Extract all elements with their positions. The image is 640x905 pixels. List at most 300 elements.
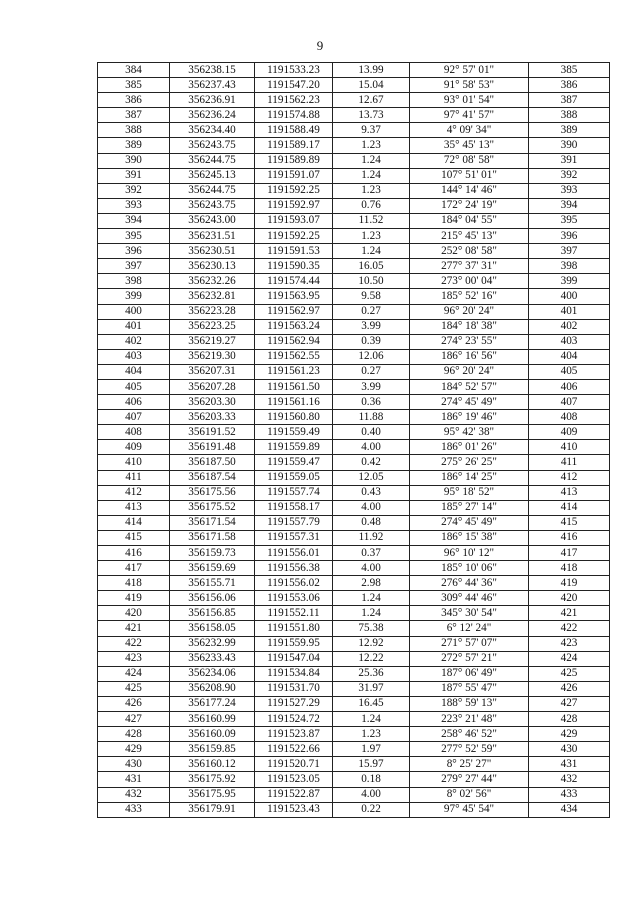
bearing-cell: 272° 57' 21" — [410, 651, 529, 666]
table-row — [98, 229, 610, 244]
bearing-cell: 184° 04' 55" — [410, 213, 529, 228]
bearing-cell: 186° 14' 25" — [410, 470, 529, 485]
x-coordinate-cell: 356232.99 — [170, 636, 255, 651]
next-point-cell: 416 — [529, 530, 610, 545]
bearing-cell: 186° 01' 26" — [410, 440, 529, 455]
y-coordinate-cell: 1191523.87 — [255, 727, 333, 742]
table-row — [98, 289, 610, 304]
x-coordinate-cell: 356208.90 — [170, 681, 255, 696]
x-coordinate-cell: 356223.25 — [170, 319, 255, 334]
point-number-cell: 418 — [98, 576, 170, 591]
table-row — [98, 349, 610, 364]
y-coordinate-cell: 1191534.84 — [255, 666, 333, 681]
x-coordinate-cell: 356191.52 — [170, 425, 255, 440]
bearing-cell: 184° 18' 38" — [410, 319, 529, 334]
distance-cell: 0.48 — [333, 515, 410, 530]
table-row — [98, 727, 610, 742]
x-coordinate-cell: 356159.69 — [170, 561, 255, 576]
point-number-cell: 433 — [98, 802, 170, 817]
distance-cell: 3.99 — [333, 379, 410, 394]
table-row — [98, 636, 610, 651]
y-coordinate-cell: 1191556.02 — [255, 576, 333, 591]
y-coordinate-cell: 1191562.23 — [255, 93, 333, 108]
next-point-cell: 401 — [529, 304, 610, 319]
distance-cell: 11.52 — [333, 213, 410, 228]
bearing-cell: 309° 44' 46" — [410, 591, 529, 606]
table-row — [98, 304, 610, 319]
bearing-cell: 184° 52' 57" — [410, 379, 529, 394]
table-row — [98, 515, 610, 530]
table-row — [98, 425, 610, 440]
point-number-cell: 423 — [98, 651, 170, 666]
next-point-cell: 419 — [529, 576, 610, 591]
distance-cell: 1.24 — [333, 606, 410, 621]
next-point-cell: 409 — [529, 425, 610, 440]
next-point-cell: 404 — [529, 349, 610, 364]
next-point-cell: 423 — [529, 636, 610, 651]
bearing-cell: 95° 42' 38" — [410, 425, 529, 440]
x-coordinate-cell: 356232.81 — [170, 289, 255, 304]
bearing-cell: 277° 52' 59" — [410, 742, 529, 757]
y-coordinate-cell: 1191589.89 — [255, 153, 333, 168]
table-row — [98, 63, 610, 78]
next-point-cell: 413 — [529, 485, 610, 500]
bearing-cell: 215° 45' 13" — [410, 229, 529, 244]
x-coordinate-cell: 356177.24 — [170, 696, 255, 711]
x-coordinate-cell: 356244.75 — [170, 183, 255, 198]
point-number-cell: 397 — [98, 259, 170, 274]
bearing-cell: 275° 26' 25" — [410, 455, 529, 470]
point-number-cell: 412 — [98, 485, 170, 500]
bearing-cell: 186° 16' 56" — [410, 349, 529, 364]
next-point-cell: 400 — [529, 289, 610, 304]
table-row — [98, 772, 610, 787]
point-number-cell: 415 — [98, 530, 170, 545]
y-coordinate-cell: 1191574.44 — [255, 274, 333, 289]
point-number-cell: 432 — [98, 787, 170, 802]
bearing-cell: 92° 57' 01" — [410, 63, 529, 78]
point-number-cell: 391 — [98, 168, 170, 183]
x-coordinate-cell: 356234.40 — [170, 123, 255, 138]
next-point-cell: 395 — [529, 213, 610, 228]
point-number-cell: 413 — [98, 500, 170, 515]
x-coordinate-cell: 356230.13 — [170, 259, 255, 274]
table-row — [98, 78, 610, 93]
x-coordinate-cell: 356231.51 — [170, 229, 255, 244]
y-coordinate-cell: 1191588.49 — [255, 123, 333, 138]
distance-cell: 1.24 — [333, 153, 410, 168]
distance-cell: 1.97 — [333, 742, 410, 757]
x-coordinate-cell: 356179.91 — [170, 802, 255, 817]
next-point-cell: 420 — [529, 591, 610, 606]
point-number-cell: 396 — [98, 244, 170, 259]
next-point-cell: 432 — [529, 772, 610, 787]
point-number-cell: 386 — [98, 93, 170, 108]
next-point-cell: 390 — [529, 138, 610, 153]
bearing-cell: 93° 01' 54" — [410, 93, 529, 108]
y-coordinate-cell: 1191523.43 — [255, 802, 333, 817]
distance-cell: 0.39 — [333, 334, 410, 349]
point-number-cell: 416 — [98, 546, 170, 561]
x-coordinate-cell: 356191.48 — [170, 440, 255, 455]
point-number-cell: 405 — [98, 379, 170, 394]
distance-cell: 9.58 — [333, 289, 410, 304]
bearing-cell: 187° 06' 49" — [410, 666, 529, 681]
y-coordinate-cell: 1191559.47 — [255, 455, 333, 470]
point-number-cell: 394 — [98, 213, 170, 228]
x-coordinate-cell: 356219.27 — [170, 334, 255, 349]
x-coordinate-cell: 356207.31 — [170, 364, 255, 379]
distance-cell: 12.22 — [333, 651, 410, 666]
bearing-cell: 144° 14' 46" — [410, 183, 529, 198]
point-number-cell: 388 — [98, 123, 170, 138]
x-coordinate-cell: 356232.26 — [170, 274, 255, 289]
next-point-cell: 425 — [529, 666, 610, 681]
table-row — [98, 379, 610, 394]
x-coordinate-cell: 356156.06 — [170, 591, 255, 606]
bearing-cell: 274° 45' 49" — [410, 395, 529, 410]
bearing-cell: 72° 08' 58" — [410, 153, 529, 168]
x-coordinate-cell: 356158.05 — [170, 621, 255, 636]
x-coordinate-cell: 356223.28 — [170, 304, 255, 319]
x-coordinate-cell: 356237.43 — [170, 78, 255, 93]
bearing-cell: 252° 08' 58" — [410, 244, 529, 259]
table-row — [98, 681, 610, 696]
distance-cell: 13.99 — [333, 63, 410, 78]
bearing-cell: 185° 52' 16" — [410, 289, 529, 304]
table-row — [98, 395, 610, 410]
point-number-cell: 409 — [98, 440, 170, 455]
y-coordinate-cell: 1191563.24 — [255, 319, 333, 334]
x-coordinate-cell: 356187.54 — [170, 470, 255, 485]
table-row — [98, 259, 610, 274]
point-number-cell: 414 — [98, 515, 170, 530]
bearing-cell: 187° 55' 47" — [410, 681, 529, 696]
distance-cell: 31.97 — [333, 681, 410, 696]
next-point-cell: 415 — [529, 515, 610, 530]
next-point-cell: 422 — [529, 621, 610, 636]
point-number-cell: 401 — [98, 319, 170, 334]
x-coordinate-cell: 356238.15 — [170, 63, 255, 78]
table-row — [98, 153, 610, 168]
x-coordinate-cell: 356243.75 — [170, 138, 255, 153]
next-point-cell: 431 — [529, 757, 610, 772]
distance-cell: 15.97 — [333, 757, 410, 772]
table-row — [98, 802, 610, 817]
x-coordinate-cell: 356243.00 — [170, 213, 255, 228]
bearing-cell: 8° 25' 27" — [410, 757, 529, 772]
x-coordinate-cell: 356160.09 — [170, 727, 255, 742]
distance-cell: 2.98 — [333, 576, 410, 591]
table-row — [98, 440, 610, 455]
x-coordinate-cell: 356245.13 — [170, 168, 255, 183]
distance-cell: 1.24 — [333, 591, 410, 606]
y-coordinate-cell: 1191533.23 — [255, 63, 333, 78]
y-coordinate-cell: 1191523.05 — [255, 772, 333, 787]
distance-cell: 0.40 — [333, 425, 410, 440]
distance-cell: 75.38 — [333, 621, 410, 636]
y-coordinate-cell: 1191531.70 — [255, 681, 333, 696]
x-coordinate-cell: 356159.73 — [170, 546, 255, 561]
point-number-cell: 424 — [98, 666, 170, 681]
point-number-cell: 387 — [98, 108, 170, 123]
x-coordinate-cell: 356233.43 — [170, 651, 255, 666]
bearing-cell: 4° 09' 34" — [410, 123, 529, 138]
distance-cell: 25.36 — [333, 666, 410, 681]
point-number-cell: 427 — [98, 712, 170, 727]
distance-cell: 9.37 — [333, 123, 410, 138]
table-row — [98, 666, 610, 681]
bearing-cell: 223° 21' 48" — [410, 712, 529, 727]
table-row — [98, 606, 610, 621]
distance-cell: 16.45 — [333, 696, 410, 711]
y-coordinate-cell: 1191574.88 — [255, 108, 333, 123]
distance-cell: 12.67 — [333, 93, 410, 108]
distance-cell: 4.00 — [333, 787, 410, 802]
distance-cell: 3.99 — [333, 319, 410, 334]
distance-cell: 12.05 — [333, 470, 410, 485]
next-point-cell: 429 — [529, 727, 610, 742]
next-point-cell: 411 — [529, 455, 610, 470]
point-number-cell: 393 — [98, 198, 170, 213]
next-point-cell: 399 — [529, 274, 610, 289]
table-row — [98, 274, 610, 289]
y-coordinate-cell: 1191561.23 — [255, 364, 333, 379]
x-coordinate-cell: 356160.99 — [170, 712, 255, 727]
distance-cell: 0.42 — [333, 455, 410, 470]
bearing-cell: 277° 37' 31" — [410, 259, 529, 274]
coordinates-table — [97, 62, 610, 818]
y-coordinate-cell: 1191522.66 — [255, 742, 333, 757]
x-coordinate-cell: 356175.95 — [170, 787, 255, 802]
table-row — [98, 93, 610, 108]
point-number-cell: 425 — [98, 681, 170, 696]
y-coordinate-cell: 1191563.95 — [255, 289, 333, 304]
distance-cell: 1.24 — [333, 244, 410, 259]
distance-cell: 4.00 — [333, 440, 410, 455]
bearing-cell: 274° 23' 55" — [410, 334, 529, 349]
y-coordinate-cell: 1191559.95 — [255, 636, 333, 651]
point-number-cell: 392 — [98, 183, 170, 198]
x-coordinate-cell: 356160.12 — [170, 757, 255, 772]
y-coordinate-cell: 1191520.71 — [255, 757, 333, 772]
table-row — [98, 787, 610, 802]
y-coordinate-cell: 1191592.25 — [255, 183, 333, 198]
x-coordinate-cell: 356203.30 — [170, 395, 255, 410]
page-number: 9 — [316, 38, 324, 53]
next-point-cell: 403 — [529, 334, 610, 349]
bearing-cell: 271° 57' 07" — [410, 636, 529, 651]
y-coordinate-cell: 1191562.97 — [255, 304, 333, 319]
next-point-cell: 405 — [529, 364, 610, 379]
point-number-cell: 385 — [98, 78, 170, 93]
point-number-cell: 431 — [98, 772, 170, 787]
table-row — [98, 319, 610, 334]
table-row — [98, 742, 610, 757]
y-coordinate-cell: 1191562.94 — [255, 334, 333, 349]
point-number-cell: 407 — [98, 410, 170, 425]
distance-cell: 0.37 — [333, 546, 410, 561]
table-row — [98, 591, 610, 606]
bearing-cell: 186° 19' 46" — [410, 410, 529, 425]
bearing-cell: 274° 45' 49" — [410, 515, 529, 530]
next-point-cell: 412 — [529, 470, 610, 485]
point-number-cell: 419 — [98, 591, 170, 606]
bearing-cell: 273° 00' 04" — [410, 274, 529, 289]
y-coordinate-cell: 1191558.17 — [255, 500, 333, 515]
x-coordinate-cell: 356236.91 — [170, 93, 255, 108]
point-number-cell: 421 — [98, 621, 170, 636]
point-number-cell: 390 — [98, 153, 170, 168]
next-point-cell: 393 — [529, 183, 610, 198]
bearing-cell: 279° 27' 44" — [410, 772, 529, 787]
y-coordinate-cell: 1191524.72 — [255, 712, 333, 727]
point-number-cell: 426 — [98, 696, 170, 711]
distance-cell: 0.18 — [333, 772, 410, 787]
y-coordinate-cell: 1191562.55 — [255, 349, 333, 364]
y-coordinate-cell: 1191551.80 — [255, 621, 333, 636]
y-coordinate-cell: 1191561.16 — [255, 395, 333, 410]
next-point-cell: 430 — [529, 742, 610, 757]
coordinates-table-body — [98, 63, 610, 818]
table-row — [98, 621, 610, 636]
y-coordinate-cell: 1191557.74 — [255, 485, 333, 500]
y-coordinate-cell: 1191593.07 — [255, 213, 333, 228]
y-coordinate-cell: 1191557.79 — [255, 515, 333, 530]
next-point-cell: 385 — [529, 63, 610, 78]
bearing-cell: 97° 41' 57" — [410, 108, 529, 123]
x-coordinate-cell: 356156.85 — [170, 606, 255, 621]
point-number-cell: 404 — [98, 364, 170, 379]
distance-cell: 4.00 — [333, 561, 410, 576]
next-point-cell: 427 — [529, 696, 610, 711]
point-number-cell: 420 — [98, 606, 170, 621]
point-number-cell: 399 — [98, 289, 170, 304]
distance-cell: 0.43 — [333, 485, 410, 500]
y-coordinate-cell: 1191556.38 — [255, 561, 333, 576]
distance-cell: 1.24 — [333, 168, 410, 183]
table-row — [98, 561, 610, 576]
next-point-cell: 421 — [529, 606, 610, 621]
next-point-cell: 391 — [529, 153, 610, 168]
distance-cell: 0.22 — [333, 802, 410, 817]
x-coordinate-cell: 356234.06 — [170, 666, 255, 681]
bearing-cell: 96° 20' 24" — [410, 364, 529, 379]
table-row — [98, 470, 610, 485]
distance-cell: 0.36 — [333, 395, 410, 410]
bearing-cell: 95° 18' 52" — [410, 485, 529, 500]
x-coordinate-cell: 356243.75 — [170, 198, 255, 213]
y-coordinate-cell: 1191560.80 — [255, 410, 333, 425]
x-coordinate-cell: 356244.75 — [170, 153, 255, 168]
next-point-cell: 394 — [529, 198, 610, 213]
bearing-cell: 8° 02' 56" — [410, 787, 529, 802]
y-coordinate-cell: 1191559.89 — [255, 440, 333, 455]
x-coordinate-cell: 356230.51 — [170, 244, 255, 259]
point-number-cell: 400 — [98, 304, 170, 319]
x-coordinate-cell: 356159.85 — [170, 742, 255, 757]
distance-cell: 4.00 — [333, 500, 410, 515]
distance-cell: 1.23 — [333, 229, 410, 244]
bearing-cell: 276° 44' 36" — [410, 576, 529, 591]
table-row — [98, 455, 610, 470]
bearing-cell: 96° 10' 12" — [410, 546, 529, 561]
bearing-cell: 35° 45' 13" — [410, 138, 529, 153]
x-coordinate-cell: 356203.33 — [170, 410, 255, 425]
distance-cell: 1.23 — [333, 138, 410, 153]
table-row — [98, 485, 610, 500]
y-coordinate-cell: 1191522.87 — [255, 787, 333, 802]
next-point-cell: 402 — [529, 319, 610, 334]
x-coordinate-cell: 356155.71 — [170, 576, 255, 591]
table-row — [98, 108, 610, 123]
y-coordinate-cell: 1191589.17 — [255, 138, 333, 153]
distance-cell: 15.04 — [333, 78, 410, 93]
y-coordinate-cell: 1191553.06 — [255, 591, 333, 606]
next-point-cell: 387 — [529, 93, 610, 108]
x-coordinate-cell: 356187.50 — [170, 455, 255, 470]
next-point-cell: 407 — [529, 395, 610, 410]
next-point-cell: 389 — [529, 123, 610, 138]
x-coordinate-cell: 356236.24 — [170, 108, 255, 123]
x-coordinate-cell: 356207.28 — [170, 379, 255, 394]
point-number-cell: 429 — [98, 742, 170, 757]
next-point-cell: 410 — [529, 440, 610, 455]
point-number-cell: 403 — [98, 349, 170, 364]
next-point-cell: 428 — [529, 712, 610, 727]
table-row — [98, 183, 610, 198]
point-number-cell: 389 — [98, 138, 170, 153]
distance-cell: 13.73 — [333, 108, 410, 123]
bearing-cell: 91° 58' 53" — [410, 78, 529, 93]
bearing-cell: 97° 45' 54" — [410, 802, 529, 817]
bearing-cell: 6° 12' 24" — [410, 621, 529, 636]
bearing-cell: 96° 20' 24" — [410, 304, 529, 319]
table-row — [98, 712, 610, 727]
table-row — [98, 168, 610, 183]
distance-cell: 12.06 — [333, 349, 410, 364]
table-row — [98, 410, 610, 425]
y-coordinate-cell: 1191527.29 — [255, 696, 333, 711]
y-coordinate-cell: 1191557.31 — [255, 530, 333, 545]
bearing-cell: 258° 46' 52" — [410, 727, 529, 742]
y-coordinate-cell: 1191590.35 — [255, 259, 333, 274]
y-coordinate-cell: 1191592.97 — [255, 198, 333, 213]
y-coordinate-cell: 1191591.07 — [255, 168, 333, 183]
distance-cell: 11.88 — [333, 410, 410, 425]
table-row — [98, 244, 610, 259]
bearing-cell: 185° 10' 06" — [410, 561, 529, 576]
next-point-cell: 388 — [529, 108, 610, 123]
table-row — [98, 138, 610, 153]
table-row — [98, 576, 610, 591]
table-row — [98, 334, 610, 349]
x-coordinate-cell: 356175.52 — [170, 500, 255, 515]
distance-cell: 0.27 — [333, 304, 410, 319]
table-row — [98, 696, 610, 711]
next-point-cell: 414 — [529, 500, 610, 515]
table-row — [98, 500, 610, 515]
y-coordinate-cell: 1191559.05 — [255, 470, 333, 485]
y-coordinate-cell: 1191547.04 — [255, 651, 333, 666]
point-number-cell: 406 — [98, 395, 170, 410]
distance-cell: 0.27 — [333, 364, 410, 379]
table-row — [98, 546, 610, 561]
y-coordinate-cell: 1191556.01 — [255, 546, 333, 561]
next-point-cell: 398 — [529, 259, 610, 274]
distance-cell: 10.50 — [333, 274, 410, 289]
point-number-cell: 428 — [98, 727, 170, 742]
